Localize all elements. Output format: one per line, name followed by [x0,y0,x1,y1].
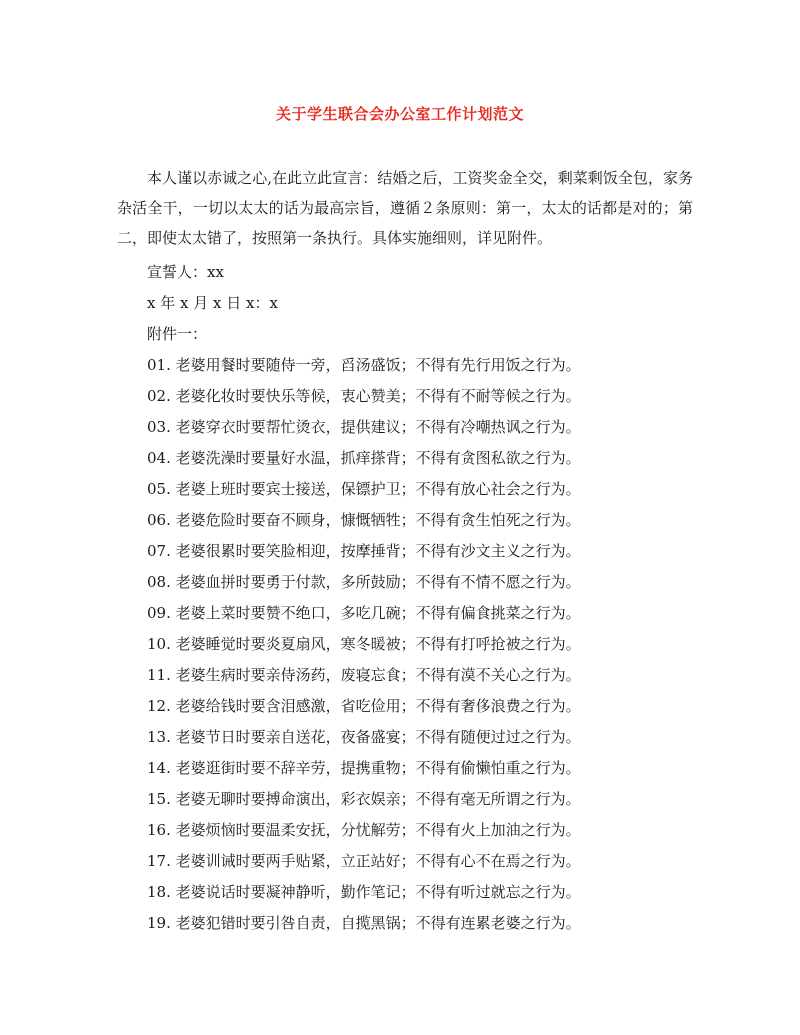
rule-item: 01. 老婆用餐时要随侍一旁，舀汤盛饭；不得有先行用饭之行为。 [147,356,581,374]
rule-item: 08. 老婆血拼时要勇于付款，多所鼓励；不得有不情不愿之行为。 [147,573,581,591]
rule-item: 10. 老婆睡觉时要炎夏扇风，寒冬暖被；不得有打呼抢被之行为。 [147,635,581,653]
rule-item: 06. 老婆危险时要奋不顾身，慷慨牺牲；不得有贪生怕死之行为。 [147,511,581,529]
rule-item: 13. 老婆节日时要亲自送花，夜备盛宴；不得有随便过过之行为。 [147,728,581,746]
rule-item: 02. 老婆化妆时要快乐等候，衷心赞美；不得有不耐等候之行为。 [147,387,581,405]
rule-item: 19. 老婆犯错时要引咎自责，自揽黑锅；不得有连累老婆之行为。 [147,914,581,932]
rule-item: 14. 老婆逛街时要不辞辛劳，提携重物；不得有偷懒怕重之行为。 [147,759,581,777]
rule-item: 09. 老婆上菜时要赞不绝口，多吃几碗；不得有偏食挑菜之行为。 [147,604,581,622]
document-title: 关于学生联合会办公室工作计划范文 [275,105,524,123]
rule-item: 16. 老婆烦恼时要温柔安抚，分忧解劳；不得有火上加油之行为。 [147,821,581,839]
rule-item: 17. 老婆训诫时要两手贴紧，立正站好；不得有心不在焉之行为。 [147,852,581,870]
rule-item: 05. 老婆上班时要宾士接送，保镖护卫；不得有放心社会之行为。 [147,480,581,498]
rule-item: 03. 老婆穿衣时要帮忙烫衣，提供建议；不得有冷嘲热讽之行为。 [147,418,581,436]
rule-item: 18. 老婆说话时要凝神静听，勤作笔记；不得有听过就忘之行为。 [147,883,581,901]
rule-item: 15. 老婆无聊时要搏命演出，彩衣娱亲；不得有毫无所谓之行为。 [147,790,581,808]
date-line: x 年 x 月 x 日 x：x [147,294,278,312]
intro-paragraph: 本人谨以赤诚之心,在此立此宣言：结婚之后，工资奖金全交，剩菜剩饭全包，家务杂活全干，一切以太太的话为最高宗旨，遵循２条原则：第一，太太的话都是对的；第二，即使太太错了，按照第一条执行。具体实施细则，详见附件。 [117,169,693,247]
rule-item: 12. 老婆给钱时要含泪感激，省吃俭用；不得有奢侈浪费之行为。 [147,697,581,715]
rule-item: 07. 老婆很累时要笑脸相迎，按摩捶背；不得有沙文主义之行为。 [147,542,581,560]
rule-item: 04. 老婆洗澡时要量好水温，抓痒搽背；不得有贪图私欲之行为。 [147,449,581,467]
oath-line: 宣誓人：xx [147,263,224,281]
rule-item: 11. 老婆生病时要亲侍汤药，废寝忘食；不得有漠不关心之行为。 [147,666,581,684]
document-lines [147,257,707,939]
attachment-label: 附件一： [147,325,208,343]
